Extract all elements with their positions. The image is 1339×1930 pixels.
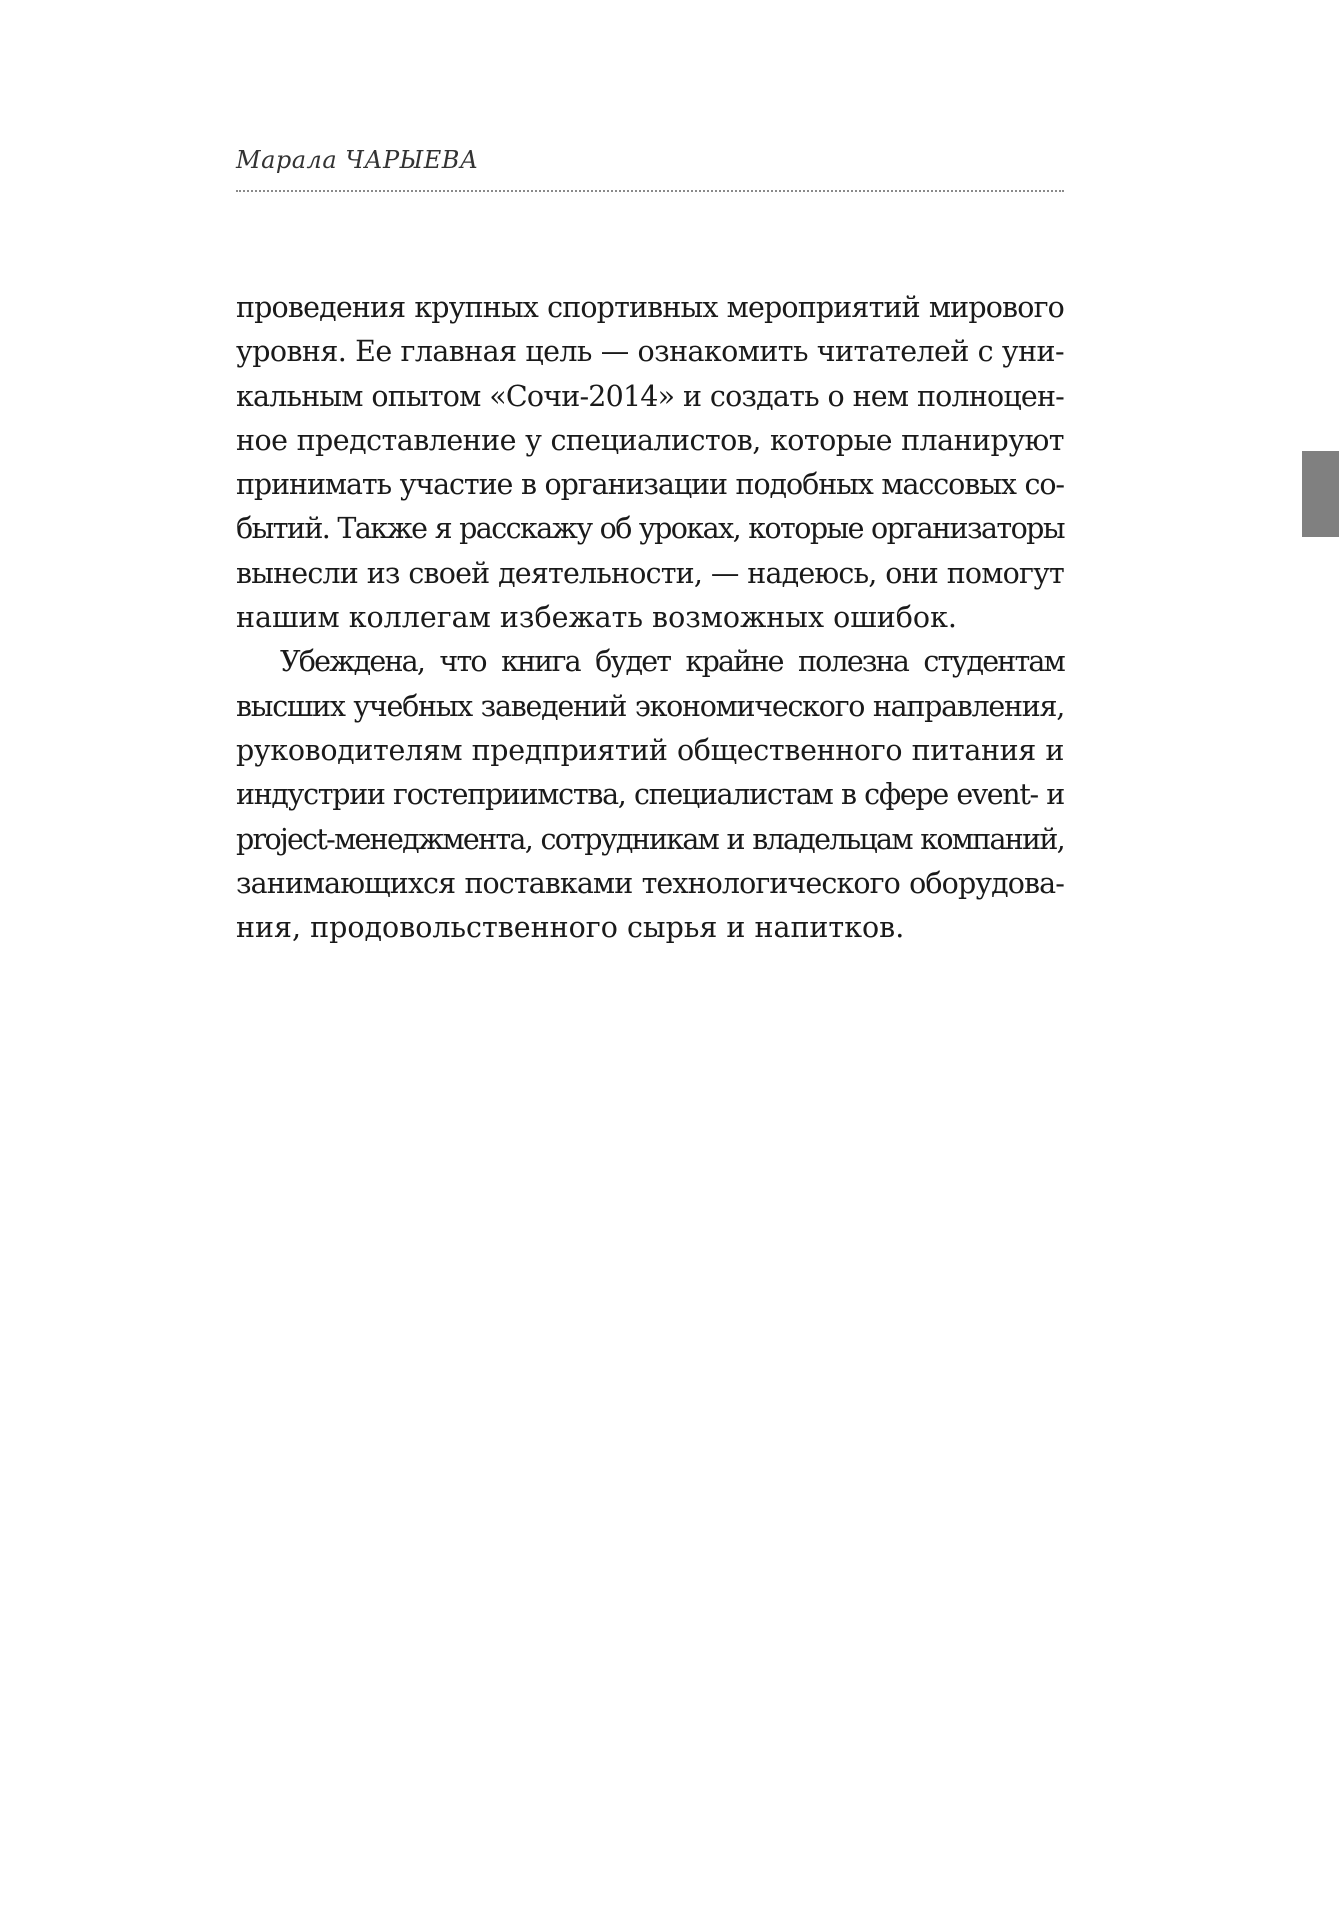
text-line: принимать участие в организации подобных массовых со- xyxy=(236,468,1064,502)
chapter-thumb-tab xyxy=(1302,451,1339,537)
text-line: Убеждена, что книга будет крайне полезна студентам xyxy=(280,645,1064,679)
text-line: индустрии гостеприимства, специалистам в сфере event- и xyxy=(236,778,1064,812)
text-line: project-менеджмента, сотрудникам и владельцам компаний, xyxy=(236,822,1064,856)
text-line: нашим коллегам избежать возможных ошибок. xyxy=(236,601,957,635)
text-line: высших учебных заведений экономического направления, xyxy=(236,689,1064,723)
text-line: ное представление у специалистов, которые планируют xyxy=(236,423,1064,457)
text-line: уровня. Ее главная цель — ознакомить читателей с уни- xyxy=(236,335,1064,369)
paragraph-2 xyxy=(236,640,1064,950)
text-line: проведения крупных спортивных мероприятий мирового xyxy=(236,291,1064,324)
text-line: вынесли из своей деятельности, — надеюсь, они помогут xyxy=(236,556,1064,590)
header-dotted-rule xyxy=(236,190,1064,192)
text-line: руководителям предприятий общественного питания и xyxy=(236,733,1064,767)
paragraph-1 xyxy=(236,286,1064,640)
text-line: занимающихся поставками технологического оборудова- xyxy=(236,866,1064,900)
body-text xyxy=(236,286,1064,950)
text-line: бытий. Также я расскажу об уроках, которые организаторы xyxy=(236,512,1064,546)
running-head-author: Марала ЧАРЫЕВА xyxy=(236,146,479,174)
text-line: ния, продовольственного сырья и напитков. xyxy=(236,911,905,945)
text-line: кальным опытом «Сочи-2014» и создать о нем полноцен- xyxy=(236,379,1064,413)
